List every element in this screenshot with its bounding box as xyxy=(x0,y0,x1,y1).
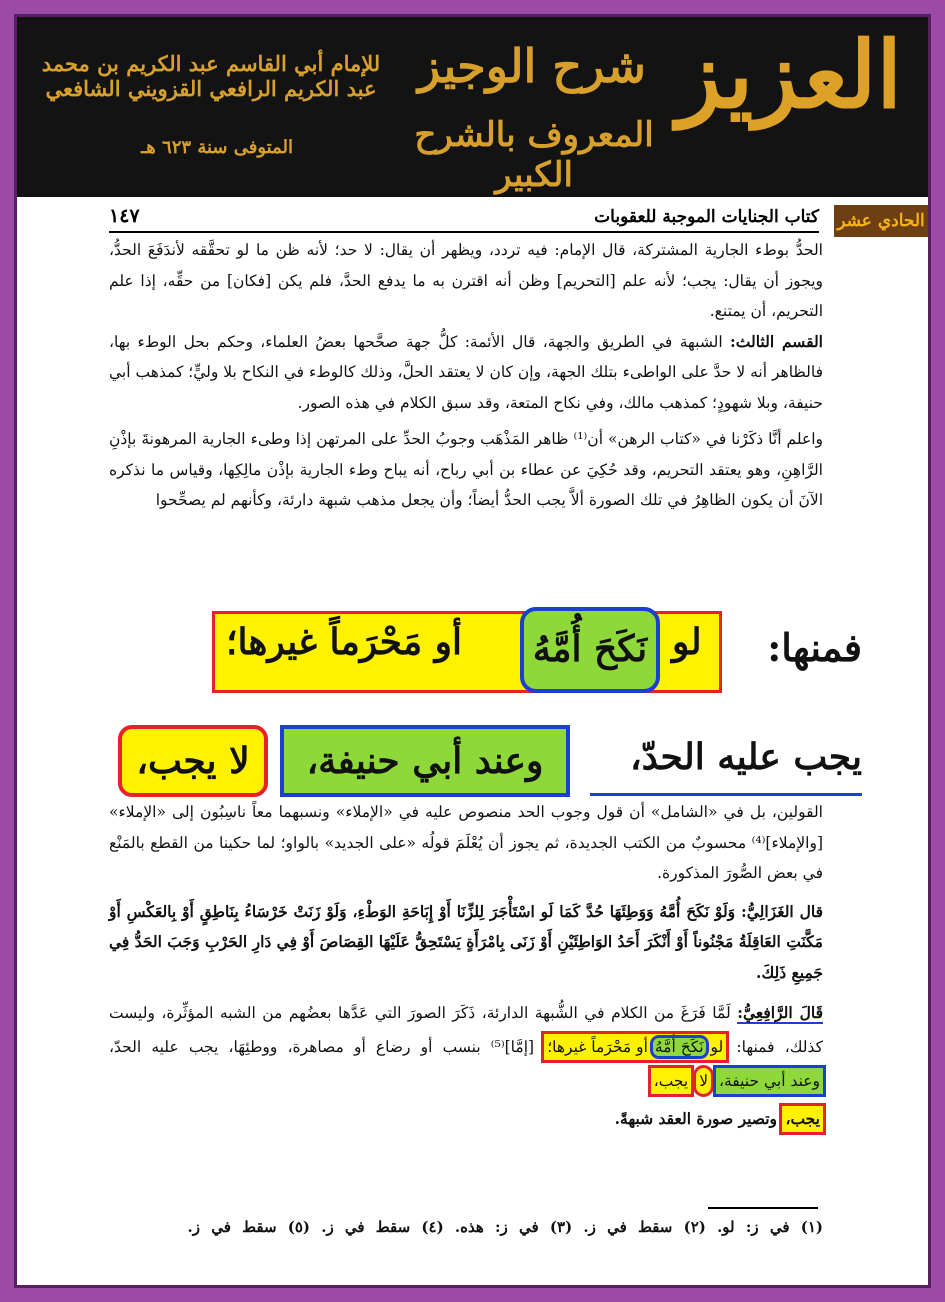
inline-word-nakaha: نَكَحَ أُمَّهُ xyxy=(654,1038,704,1056)
text-block-upper xyxy=(109,235,823,516)
zoom2-red-rounded-box: لا يجب، xyxy=(118,725,268,797)
inline-yajib-final: يجب، xyxy=(782,1106,823,1132)
inline-word-law: لو xyxy=(710,1038,724,1056)
paragraph-7 xyxy=(109,1104,823,1135)
section-lead: القسم الثالث: xyxy=(730,331,823,351)
paragraph-2 xyxy=(109,327,823,419)
book-cover-header xyxy=(17,17,928,197)
footnote-rule xyxy=(708,1207,818,1209)
rafii-text-a: لَمَّا فَرَغَ من الكلام في الشُّبهة الدارئة، ذَكَرَ الصورَ التي عَدَّها بعضُهم من الشبه المؤثِّرة، وليست كذلك، فمنها: xyxy=(109,1004,823,1056)
book-subtitle-2: المعروف بالشرح الكبير xyxy=(414,115,654,195)
page-number: ١٤٧ xyxy=(109,205,140,227)
author-death-year: المتوفى سنة ٦٢٣ هـ xyxy=(141,137,293,158)
inline-red-yajib: يجب، xyxy=(651,1068,692,1094)
volume-badge: الحادي عشر xyxy=(834,205,928,237)
author-name: للإمام أبي القاسم عبد الكريم بن محمد عبد الكريم الرافعي القزويني الشافعي xyxy=(41,51,381,101)
book-subtitle: شرح الوجيز xyxy=(418,39,646,93)
rafii-text-c: وتصير صورة العقد شبهةً. xyxy=(614,1109,783,1128)
zoom1-green-rounded-box: نَكَحَ أُمَّهُ xyxy=(520,607,660,693)
book-title: العزيز xyxy=(676,21,902,129)
paragraph-3: واعلم أنَّا ذكَرْنا في «كتاب الرهن» أن⁽¹⁾ ظاهر المَذْهَب وجوبُ الحدِّ على المرتهن إذا وطىء الجارية المرهونةَ بإذْنِ الرَّاهِنِ، وهو يعتقد التحريم، وقد حُكِيَ عن عطاء بن أبي رباح، أنه يباح وطء الجارية بإذْن مالِكِها، وقياس ما نذكره الآنَ أن يكون الظاهِرُ في تلك الصورة ألاَّ يجب الحدُّ أيضاً؛ وأن يجعل مذهب شبهة دارئة، وكأنهم لم يصحِّحوا xyxy=(109,430,823,509)
zoom2-plain-text: يجب عليه الحدّ، xyxy=(630,736,862,778)
section-text: الشبهة في الطريق والجهة، قال الأئمة: كلُّ جهة صحَّحها بعضُ العلماء، وحكم بحل الوطء بها، فالظاهر أنه لا حدَّ على الواطىء بتلك الجهة، وإن كان لا يعتقد الحلَّ، وذلك كالوطء في النكاح بلا وليٍّ؛ كمذهب أبي حنيفة، وبلا شهودٍ؛ كمذهب مالك، وفي نكاح المتعة، وقد سبق الكلام في هذه الصور. xyxy=(109,332,823,412)
inline-red-la: لا xyxy=(696,1068,711,1094)
rafii-lead: قَالَ الرَّافِعِيُّ: xyxy=(737,1003,823,1022)
inline-word-other: أو مَحْرَماً غيرها؛ xyxy=(547,1038,648,1056)
zoom2-blue-underline xyxy=(590,793,862,796)
paragraph-1: الحدُّ بوطء الجارية المشتركة، قال الإمام: فيه تردد، ويظهر أن يقال: لا حد؛ لأنه ظن ما لو تحقَّقه لأندَفَعَ الحدُّ، ويجوز أن يقال: يجب؛ لأنه علم [التحريم] وظن أنه اقترن به ما يدفع الحدَّ، فلم يكن [فكان] من حقِّه، إذا علم التحريم، أن يمتنع. xyxy=(109,241,823,320)
chapter-title: كتاب الجنايات الموجبة للعقوبات xyxy=(594,207,819,227)
inline-highlight-yellow xyxy=(544,1034,726,1060)
paragraph-5 xyxy=(109,897,823,989)
running-head xyxy=(109,201,819,233)
zoom2-green-box: وعند أبي حنيفة، xyxy=(280,725,570,797)
paragraph-4: القولين، بل في «الشامل» أن قول وجوب الحد منصوص عليه في «الإملاء» ونسبهما معاً ناسِبُون إلى «الإملاء» [والإملاء]⁽⁴⁾ محسوبٌ من الكتب الجديدة، ثم يجوز أن يُعْلَمَ قولُه «على الجديد» بالواو؛ لما حكينا من القطع بالمَنْع في بعض الصُّورَ المذكورة. xyxy=(109,803,823,882)
ghazali-text: وَلَوْ نَكَحَ أُمَّهُ وَوَطِئَهَا حُدَّ كَمَا لَو اسْتَأْجَرَ لِلزِّنَا أَوْ إِبَاحَةِ الوَطْءِ، وَلَوْ زَنَتْ خَرْسَاءُ بِنَاطِقٍ أَوْ بِالعَكْسِ أَوْ مَكَّنَتِ العَاقِلَةُ مَجْنُوناً أَوْ أَنْكَرَ أَحَدُ الوَاطِئَيْنِ أَوْ زَنَى بِامْرَأَةٍ يَسْتَحِقُّ عَلَيْهَا القِصَاصَ أَوْ فِي دَارِ الحَرْبِ وَجَبَ الحَدُّ فِي جَمِيعِ ذَلِكَ. xyxy=(109,901,823,982)
inline-highlight-green: وعند أبي حنيفة، xyxy=(716,1068,823,1094)
zoom-callout-1 xyxy=(202,607,862,707)
footnotes: (١) في ز: لو. (٢) سقط في ز. (٣) في ز: هذه. (٤) سقط في ز. (٥) سقط في ز. xyxy=(187,1218,823,1236)
paragraph-6 xyxy=(109,996,823,1098)
zoom1-word-law: لو xyxy=(672,621,702,663)
ghazali-lead: قال الغَزَالِيُّ: xyxy=(741,901,823,921)
rafii-text-b: [إمَّا]⁽⁵⁾ بنسب أو رضاع أو مصاهرة، ووطئِهَا، يجب عليه الحدّ، xyxy=(109,1038,545,1056)
page-frame xyxy=(14,14,931,1288)
zoom1-phrase-other: أو مَحْرَماً غيرها؛ xyxy=(226,621,463,663)
zoom-callout-2 xyxy=(112,717,872,809)
text-block-lower xyxy=(109,797,823,1135)
zoom1-lead: فمنها: xyxy=(767,625,862,670)
